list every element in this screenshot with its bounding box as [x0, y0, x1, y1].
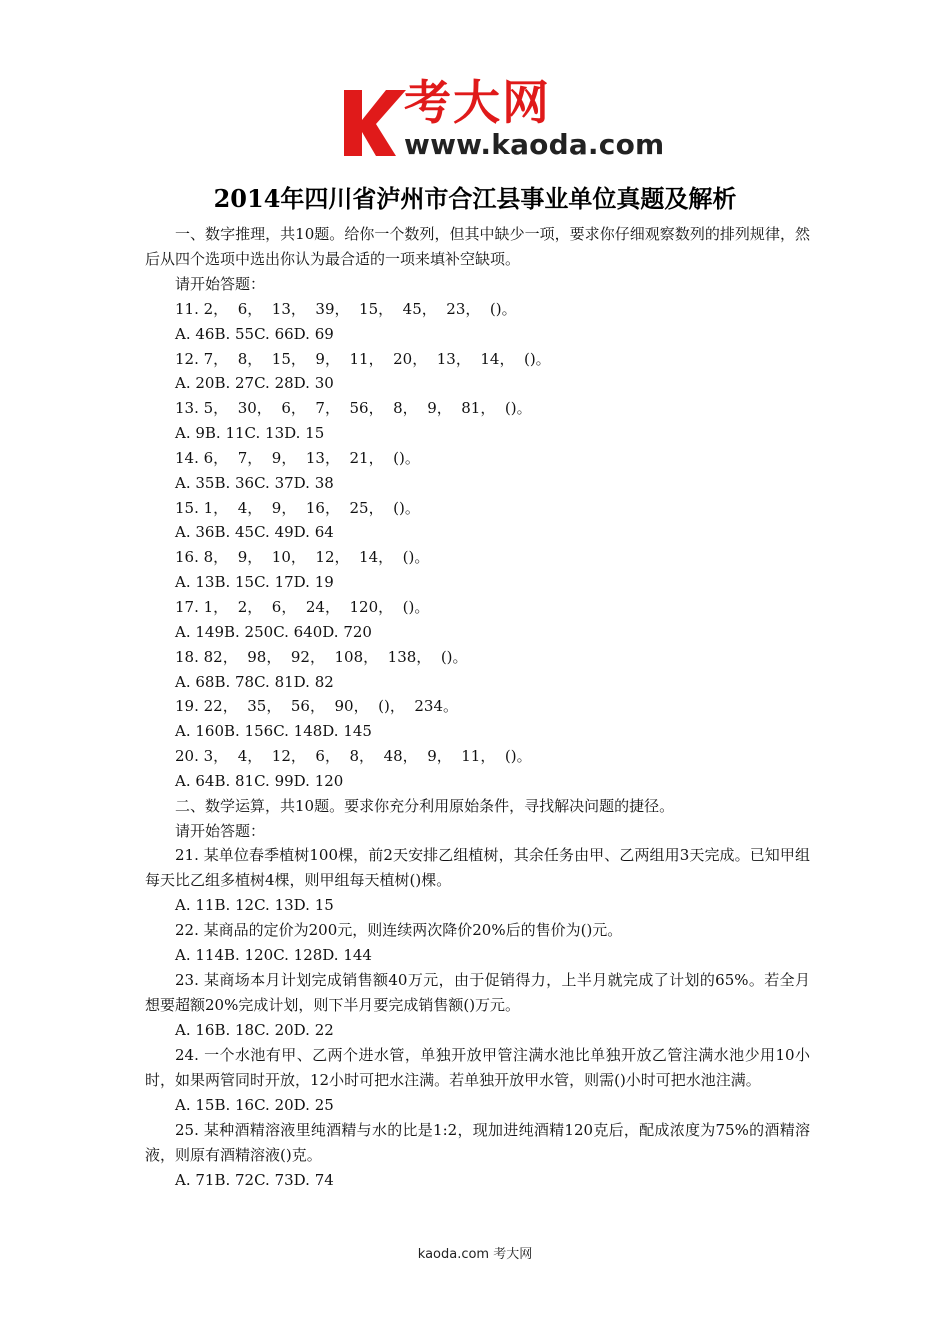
option-line: A. 149B. 250C. 640D. 720 [175, 622, 372, 641]
option-line: A. 68B. 78C. 81D. 82 [175, 672, 334, 691]
question-line: 12. 7， 8， 15， 9， 11， 20， 13， 14， ()。 [175, 349, 551, 368]
option-line: A. 35B. 36C. 37D. 38 [175, 473, 334, 492]
kaoda-logo [340, 76, 665, 162]
question-25: 25. 某种酒精溶液里纯酒精与水的比是1:2，现加进纯酒精120克后，配成浓度为75%的酒精溶液，则原有酒精溶液()克。 [145, 1120, 810, 1164]
question-23: 23. 某商场本月计划完成销售额40万元，由于促销得力，上半月就完成了计划的65%。若全月想要超额20%完成计划，则下半月要完成销售额()万元。 [145, 971, 810, 1015]
section2-start: 请开始答题： [175, 821, 266, 840]
question-line: 17. 1， 2， 6， 24， 120， ()。 [175, 597, 430, 616]
options-21: A. 11B. 12C. 13D. 15 [175, 896, 334, 915]
question-22: 22. 某商品的定价为200元，则连续两次降价20%后的售价为()元。 [175, 921, 623, 940]
option-line: A. 9B. 11C. 13D. 15 [175, 424, 325, 443]
question-line: 13. 5， 30， 6， 7， 56， 8， 9， 81， ()。 [175, 399, 532, 418]
question-line: 20. 3， 4， 12， 6， 8， 48， 9， 11， ()。 [175, 747, 532, 766]
options-22: A. 114B. 120C. 128D. 144 [175, 946, 372, 965]
option-line: A. 160B. 156C. 148D. 145 [175, 722, 372, 741]
logo-brand-text: 考大网 [404, 76, 551, 131]
k-logo-icon [340, 78, 412, 162]
question-line: 15. 1， 4， 9， 16， 25， ()。 [175, 498, 420, 517]
option-line: A. 13B. 15C. 17D. 19 [175, 573, 334, 592]
question-line: 11. 2， 6， 13， 39， 15， 45， 23， ()。 [175, 299, 517, 318]
options-25: A. 71B. 72C. 73D. 74 [175, 1170, 334, 1189]
option-line: A. 46B. 55C. 66D. 69 [175, 324, 334, 343]
option-line: A. 20B. 27C. 28D. 30 [175, 374, 334, 393]
options-23: A. 16B. 18C. 20D. 22 [175, 1021, 334, 1040]
question-line: 18. 82， 98， 92， 108， 138， ()。 [175, 647, 468, 666]
options-24: A. 15B. 16C. 20D. 25 [175, 1095, 334, 1114]
section1-intro: 一、数字推理，共10题。给你一个数列，但其中缺少一项，要求你仔细观察数列的排列规律，然后从四个选项中选出你认为最合适的一项来填补空缺项。 [145, 225, 810, 268]
question-21: 21. 某单位春季植树100棵，前2天安排乙组植树，其余任务由甲、乙两组用3天完成。已知甲组每天比乙组多植树4棵，则甲组每天植树()棵。 [145, 846, 810, 890]
option-line: A. 36B. 45C. 49D. 64 [175, 523, 334, 542]
question-line: 19. 22， 35， 56， 90， ()， 234。 [175, 697, 458, 716]
page-title: 2014年四川省泸州市合江县事业单位真题及解析 [213, 184, 737, 213]
document-body [145, 222, 810, 1193]
question-24: 24. 一个水池有甲、乙两个进水管，单独开放甲管注满水池比单独开放乙管注满水池少用10小时，如果两管同时开放，12小时可把水注满。若单独开放甲水管，则需()小时可把水池注满。 [145, 1045, 810, 1089]
section2-intro: 二、数学运算，共10题。要求你充分利用原始条件，寻找解决问题的捷径。 [175, 796, 675, 815]
logo-url-text: www.kaoda.com [404, 128, 665, 161]
section1-start: 请开始答题： [175, 275, 266, 293]
question-line: 14. 6， 7， 9， 13， 21， ()。 [175, 448, 420, 467]
option-line: A. 64B. 81C. 99D. 120 [175, 771, 344, 790]
page-footer: kaoda.com 考大网 [417, 1247, 533, 1262]
question-line: 16. 8， 9， 10， 12， 14， ()。 [175, 548, 430, 567]
